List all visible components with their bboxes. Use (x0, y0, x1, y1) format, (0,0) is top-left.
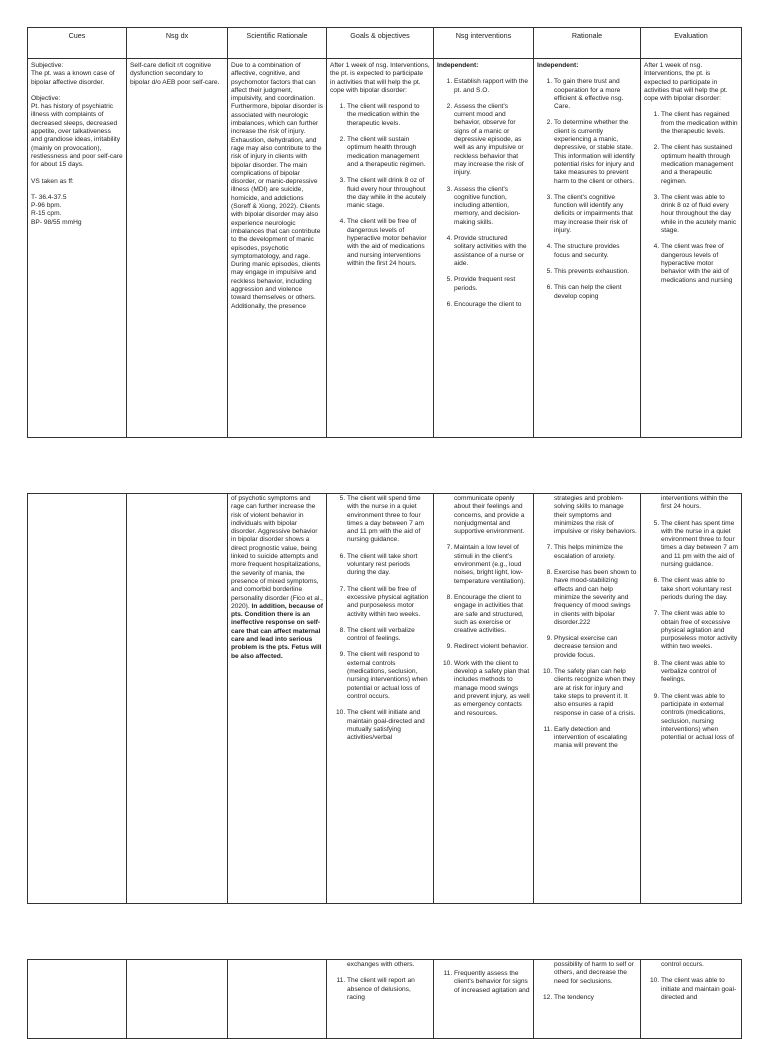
objective-text: Pt. has history of psychiatric illness with complaints of decreased sleeps, decreased appetite, over talkativeness and grandiose ideas, irritability (mainly on provocation), restlessness and poor self-care for about 15 days. (31, 103, 123, 169)
intervention-item: 5. Provide frequent rest periods. (454, 276, 530, 293)
header-rationale: Rationale (534, 28, 641, 59)
evaluation-item: 7. The client was able to obtain free of excessive physical agitation and purposeless motor activity within two weeks. (661, 610, 738, 651)
care-plan-table-page-2 (27, 493, 742, 904)
rationale-continued: possibility of harm to self or others, and decrease the need for seclusions. (554, 961, 634, 985)
goal-item: 4. The client will be free of dangerous levels of hyperactive motor behavior with the aid of medications and nursing interventions within the first 24 hours. (347, 218, 430, 268)
nursing-diagnosis: Self-care deficit r/t cognitive dysfunction secondary to bipolar d/o AEB poor self-care. (130, 62, 220, 86)
rationale-item: 6. This can help the client develop coping (554, 284, 637, 301)
goals-intro: After 1 week of nsg. Interventions, the pt. is expected to participate in activities that will help the pt. cope with bipolar disorder: (330, 62, 430, 94)
subjective-text: The pt. was a known case of bipolar affective disorder. (31, 70, 115, 86)
evaluation-continued: interventions within the first 24 hours. (661, 495, 729, 511)
header-evaluation: Evaluation (641, 28, 742, 59)
intervention-item: 8. Encourage the client to engage in activities that are safe and structured, such as exercise or creative activities. (454, 594, 530, 635)
vital-bp: BP- 98/55 mmHg (31, 218, 82, 226)
intervention-item: 3. Assess the client's cognitive function, including attention, memory, and decision-making skills. (454, 186, 530, 227)
rationale-item: 7. This helps minimize the escalation of anxiety. (554, 544, 637, 561)
goal-item: 2. The client will sustain optimum health through medication management and a therapeutic regimen. (347, 136, 430, 169)
intervention-item: 4. Provide structured solitary activities with the assistance of a nurse or aide. (454, 235, 530, 268)
evaluation-item: 3. The client was able to drink 8 oz of fluid every hour throughout the day while in the acutely manic stage. (661, 194, 738, 235)
intervention-item: 11. Frequently assess the client's behavior for signs of increased agitation and (454, 970, 530, 995)
nsg-dx-cell (127, 494, 228, 904)
goal-item: 5. The client will spend time with the nurse in a quiet environment three to four times a day between 7 am and 11 pm with the aid of nursing guidance. (347, 495, 430, 545)
evaluation-item: 2. The client has sustained optimum health through medication management and a therapeutic regimen. (661, 144, 738, 185)
intervention-item: 6. Encourage the client to (454, 301, 530, 309)
rationale-item: 9. Physical exercise can decrease tension and provide focus. (554, 635, 637, 660)
scientific-rationale-text: Due to a combination of affective, cognitive, and psychomotor factors that can affect their judgment, impulsivity, and coordination. Furthermore, bipolar disorder is associated with neurologic imbalances, which can further increase the risk of injury. Exhaustion, dehydration, and rage may also contribute to the risk of injury in clients with bipolar disorder. The main complications of bipolar disorder, or manic-depressive illness (MDI) are suicide, homicide, and addictions (Soreff & Xiong, 2022). Clients with bipolar disorder may also experience neurologic imbalances that can contribute to the development of manic episodes, psychotic symptomatology, and rage. During manic episodes, clients may engage in impulsive and reckless behavior, including aggression and violence toward themselves or others. Additionally, the presence (231, 62, 323, 310)
evaluation-item: 4. The client was free of dangerous levels of hyperactive motor behavior with the aid of medications and nursing (661, 243, 738, 284)
content-row (28, 494, 742, 904)
rationale-item: 2. To determine whether the client is currently experiencing a manic, depressive, or stable state. This information will identify potential risks for injury and take measures to prevent harm to the client or others. (554, 119, 637, 185)
goal-item: 6. The client will take short voluntary rest periods during the day. (347, 553, 430, 578)
interventions-cell (434, 494, 534, 904)
rationale-cell (534, 494, 641, 904)
vital-respiration: R-15 cpm. (31, 210, 62, 218)
intervention-continued: communicate openly about their feelings and concerns, and provide a nonjudgmental and supportive environment. (454, 495, 525, 536)
cues-cell (28, 960, 127, 1039)
intervention-item: 9. Redirect violent behavior. (454, 643, 530, 651)
vital-temperature: T- 36.4-37.5 (31, 193, 67, 201)
nsg-dx-cell (127, 960, 228, 1039)
goals-cell (327, 494, 434, 904)
rationale-item: 5. This prevents exhaustion. (554, 268, 637, 276)
header-nsg-dx: Nsg dx (127, 28, 228, 59)
rationale-item: 12. The tendency (554, 994, 637, 1002)
evaluation-cell (641, 59, 742, 438)
interventions-cell (434, 960, 534, 1039)
goal-item: 9. The client will respond to external controls (medications, seclusion, nursing interventions) when potential or actual loss of control occurs. (347, 651, 430, 701)
evaluation-item: 8. The client was able to verbalize control of feelings. (661, 660, 738, 685)
rationale-item: 1. To gain there trust and cooperation for a more efficient & effective nsg. Care. (554, 78, 637, 111)
evaluation-item: 6. The client was able to take short voluntary rest periods during the day. (661, 577, 738, 602)
evaluation-item: 10. The client was able to initiate and maintain goal-directed and (661, 977, 738, 1002)
evaluation-item: 5. The client has spent time with the nurse in a quiet environment three to four times a day between 7 am and 11 pm with the aid of nursing guidance. (661, 520, 738, 570)
nsg-dx-cell (127, 59, 228, 438)
evaluation-cell (641, 494, 742, 904)
scientific-rationale-continued: of psychotic symptoms and rage can further increase the risk of violent behavior in individuals with bipolar disorder. Aggressive behavior in bipolar disorder shows a direct prognostic value, being linked to suicide attempts and more frequent hospitalizations, the severity of mania, the presence of mixed symptoms, and comorbid borderline personality disorder (Fico et al., 2020). (231, 495, 323, 610)
scientific-rationale-bold: In addition, because of pts. Condition there is an ineffective response on self-care that can affect maternal care and lead into serious problem is the pts. Fetus will be also affected. (231, 602, 323, 660)
content-row (28, 59, 742, 438)
intervention-item: 7. Maintain a low level of stimuli in the client's environment (e.g., loud noises, bright light, low-temperature ventilation). (454, 544, 530, 585)
goal-continued: exchanges with others. (347, 961, 415, 968)
rationale-cell (534, 960, 641, 1039)
content-row (28, 960, 742, 1039)
rationale-continued: strategies and problem-solving skills to manage their symptoms and minimizes the risk of impulsive or risky behaviors. (554, 495, 637, 536)
header-cues: Cues (28, 28, 127, 59)
header-scientific-rationale: Scientific Rationale (228, 28, 327, 59)
header-goals-objectives: Goals & objectives (327, 28, 434, 59)
header-nsg-interventions: Nsg interventions (434, 28, 534, 59)
sci-rationale-cell (228, 59, 327, 438)
goals-cell (327, 59, 434, 438)
goal-item: 7. The client will be free of excessive physical agitation and purposeless motor activity within two weeks. (347, 586, 430, 619)
evaluation-continued: control occurs. (661, 961, 704, 968)
goal-item: 11. The client will report an absence of delusions, racing (347, 977, 430, 1002)
rationale-item: 4. The structure provides focus and security. (554, 243, 637, 260)
evaluation-intro: After 1 week of nsg. Interventions, the pt. is expected to participate in activities that will help the pt. cope with bipolar disorder: (644, 62, 728, 103)
rationale-cell (534, 59, 641, 438)
vs-label: VS taken as ff: (31, 177, 74, 185)
rationale-item: 10. The safety plan can help clients recognize when they are at risk for injury and take steps to prevent it. It also ensures a rapid response in case of a crisis. (554, 668, 637, 718)
sci-rationale-cell (228, 960, 327, 1039)
cues-cell (28, 59, 127, 438)
evaluation-item: 1. The client has regained from the medication within the therapeutic levels. (661, 111, 738, 136)
rationale-label: Independent: (537, 62, 579, 69)
goal-item: 8. The client will verbalize control of feelings. (347, 627, 430, 644)
evaluation-item: 9. The client was able to participate in external controls (medications, seclusion, nursing interventions) when potential or actual loss of (661, 693, 738, 743)
intervention-item: 10. Work with the client to develop a safety plan that includes methods to manage mood swings and prevent injury, as well as emergency contacts and resources. (454, 660, 530, 718)
rationale-item: 11. Early detection and intervention of escalating mania will prevent the (554, 726, 637, 751)
sci-rationale-cell (228, 494, 327, 904)
rationale-item: 8. Exercise has been shown to have mood-stabilizing effects and can help minimize the severity and frequency of mood swings in clients with bipolar disorder.222 (554, 569, 637, 627)
goal-item: 1. The client will respond to the medication within the therapeutic levels. (347, 103, 430, 128)
goals-cell (327, 960, 434, 1039)
vital-pulse: P-96 bpm. (31, 202, 62, 210)
goal-item: 3. The client will drink 8 oz of fluid every hour throughout the day while in the acutely manic stage. (347, 177, 430, 210)
header-row (28, 28, 742, 59)
interventions-cell (434, 59, 534, 438)
interventions-label: Independent: (437, 62, 479, 69)
care-plan-table-page-3 (27, 959, 742, 1039)
rationale-item: 3. The client's cognitive function will identify any deficits or impairments that may increase their risk of injury. (554, 194, 637, 235)
intervention-item: 2. Assess the client's current mood and behavior, observe for signs of a manic or depressive episode, as well as any impulsive or reckless behavior that may increase the risk of injury. (454, 103, 530, 178)
subjective-label: Subjective: (31, 62, 64, 69)
objective-label: Objective: (31, 94, 61, 102)
care-plan-table-page-1 (27, 27, 742, 438)
goal-item: 10. The client will initiate and maintain goal-directed and mutually satisfying activities/verbal (347, 709, 430, 742)
intervention-item: 1. Establish rapport with the pt. and S.O. (454, 78, 530, 95)
evaluation-cell (641, 960, 742, 1039)
cues-cell (28, 494, 127, 904)
